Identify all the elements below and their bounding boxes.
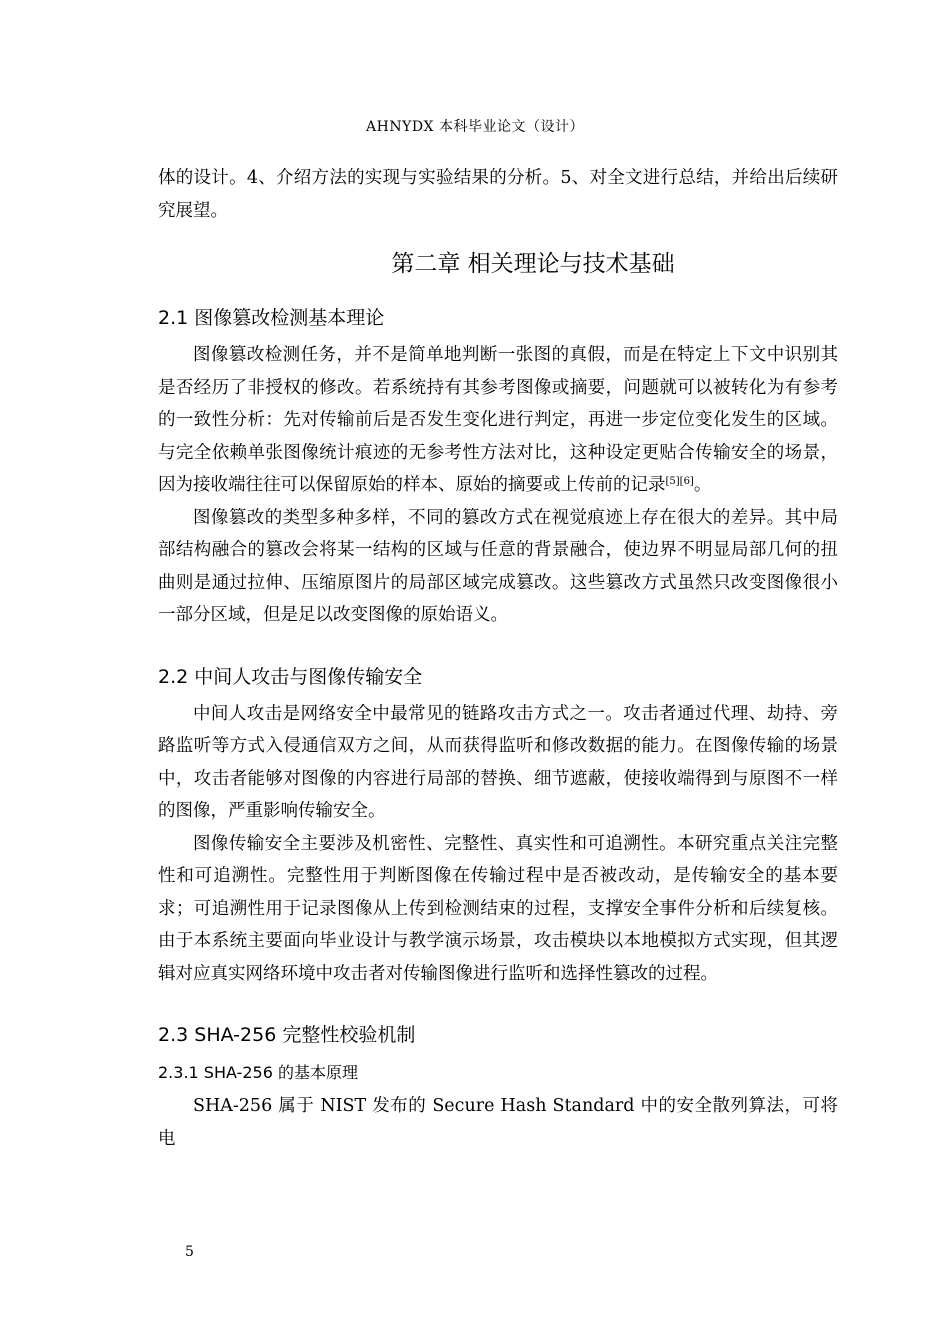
section-heading-2-1: 2.1 图像篡改检测基本理论 <box>158 307 385 329</box>
subsection-heading-2-3-1: 2.3.1 SHA-256 的基本原理 <box>158 1063 358 1082</box>
paragraph-2-2-2: 图像传输安全主要涉及机密性、完整性、真实性和可追溯性。本研究重点关注完整性和可追溯性。完整性用于判断图像在传输过程中是否被改动，是传输安全的基本要求；可追溯性用于记录图像从上传到检测结束的过程，支撑安全事件分析和后续复核。由于本系统主要面向毕业设计与教学演示场景，攻击模块以本地模拟方式实现，但其逻辑对应真实网络环境中攻击者对传输图像进行监听和选择性篡改的过程。 <box>158 833 838 984</box>
section-gap <box>158 632 838 656</box>
paragraph-2-1-1 <box>158 339 838 502</box>
running-header: AHNYDX 本科毕业论文（设计） <box>366 119 584 135</box>
paragraph-2-3-1: SHA-256 属于 NIST 发布的 Secure Hash Standard 中的安全散列算法，可将电 <box>158 1096 838 1149</box>
paragraph-end: 。 <box>693 475 712 495</box>
chapter-title: 第二章 相关理论与技术基础 <box>391 251 675 277</box>
citation: [5][6] <box>665 476 694 487</box>
section-heading-2-3: 2.3 SHA-256 完整性校验机制 <box>158 1024 416 1046</box>
intro-paragraph-tail: 体的设计。4、介绍方法的实现与实验结果的分析。5、对全文进行总结，并给出后续研究展望。 <box>158 168 838 221</box>
paragraph-text: 图像篡改检测任务，并不是简单地判断一张图的真假，而是在特定上下文中识别其是否经历了非授权的修改。若系统持有其参考图像或摘要，问题就可以被转化为有参考的一致性分析：先对传输前后是否发生变化进行判定，再进一步定位变化发生的区域。与完全依赖单张图像统计痕迹的无参考性方法对比，这种设定更贴合传输安全的场景，因为接收端往往可以保留原始的样本、原始的摘要或上传前的记录 <box>158 345 838 495</box>
section-heading-2-2: 2.2 中间人攻击与图像传输安全 <box>158 665 423 688</box>
paragraph-2-2-1: 中间人攻击是网络安全中最常见的链路攻击方式之一。攻击者通过代理、劫持、旁路监听等方式入侵通信双方之间，从而获得监听和修改数据的能力。在图像传输的场景中，攻击者能够对图像的内容进行局部的替换、细节遮蔽，使接收端得到与原图不一样的图像，严重影响传输安全。 <box>158 703 838 821</box>
document-body <box>158 162 838 1155</box>
paragraph-2-1-2: 图像篡改的类型多种多样，不同的篡改方式在视觉痕迹上存在很大的差异。其中局部结构融合的篡改会将某一结构的区域与任意的背景融合，使边界不明显局部几何的扭曲则是通过拉伸、压缩原图片的局部区域完成篡改。这些篡改方式虽然只改变图像很小一部分区域，但是足以改变图像的原始语义。 <box>158 507 838 625</box>
header-rule <box>158 143 838 144</box>
section-gap <box>158 990 838 1014</box>
page-number: 5 <box>185 1244 194 1260</box>
